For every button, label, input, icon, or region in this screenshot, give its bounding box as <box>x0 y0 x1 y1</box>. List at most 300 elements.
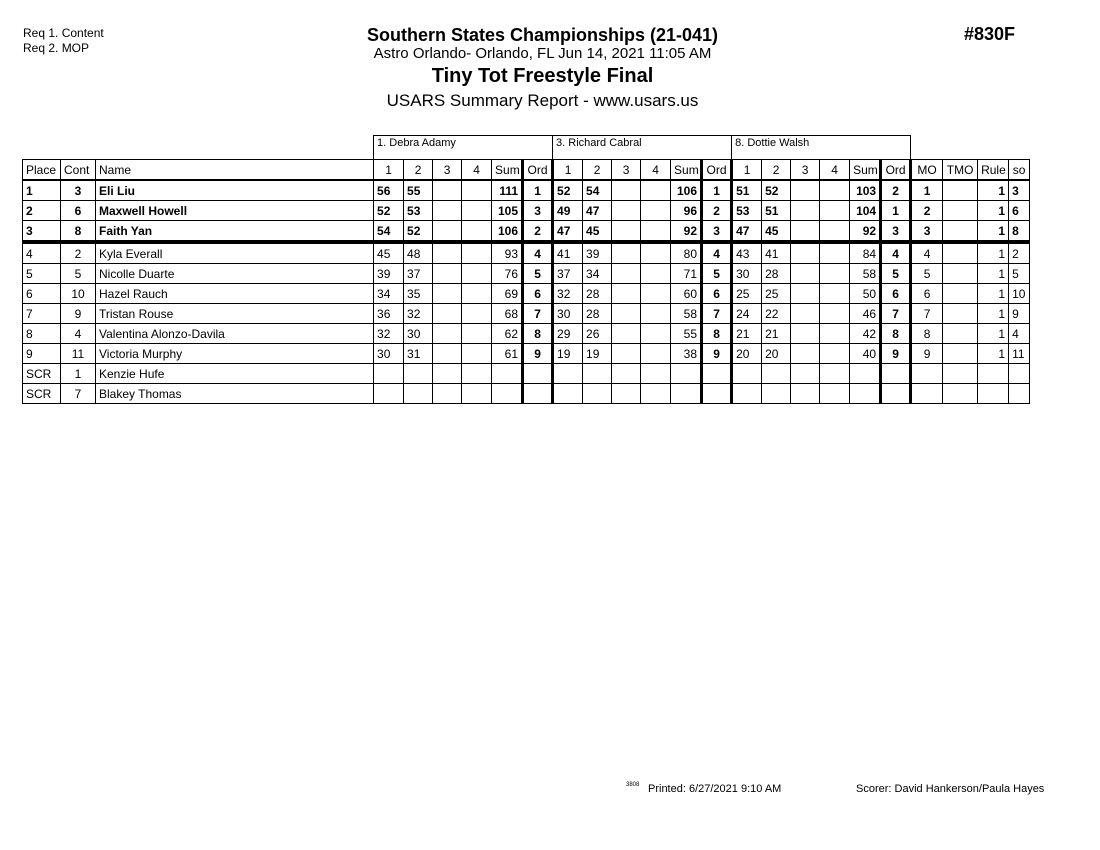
ordinal: 2 <box>881 180 911 201</box>
rule: 1 <box>978 304 1009 324</box>
score-2: 28 <box>762 264 791 284</box>
score-3 <box>791 344 820 364</box>
scorer: Scorer: David Hankerson/Paula Hayes <box>856 783 1045 795</box>
score-sum: 38 <box>671 344 702 364</box>
skater-name: Eli Liu <box>96 180 374 201</box>
ordinal: 9 <box>702 344 732 364</box>
score-4 <box>462 221 492 243</box>
score-1: 51 <box>732 180 762 201</box>
col-score-2: 2 <box>404 160 433 181</box>
mo <box>911 384 943 404</box>
score-2: 21 <box>762 324 791 344</box>
score-2: 32 <box>404 304 433 324</box>
score-4 <box>641 364 671 384</box>
report-title: USARS Summary Report - www.usars.us <box>386 91 699 110</box>
score-4 <box>820 344 850 364</box>
score-3 <box>612 221 641 243</box>
score-2: 53 <box>404 201 433 221</box>
requirement-1: Req 1. Content <box>23 26 104 40</box>
spacer <box>911 136 1030 160</box>
printed-timestamp: Printed: 6/27/2021 9:10 AM <box>648 783 782 795</box>
col-score-4: 4 <box>820 160 850 181</box>
score-2: 19 <box>583 344 612 364</box>
col-score-4: 4 <box>641 160 671 181</box>
score-3 <box>612 364 641 384</box>
score-1: 36 <box>374 304 404 324</box>
score-sum: 80 <box>671 242 702 264</box>
ordinal: 7 <box>881 304 911 324</box>
score-1 <box>374 384 404 404</box>
ordinal: 4 <box>523 242 553 264</box>
score-4 <box>641 384 671 404</box>
ordinal: 8 <box>523 324 553 344</box>
col-score-2: 2 <box>762 160 791 181</box>
so: 9 <box>1009 304 1030 324</box>
place: 3 <box>23 221 61 243</box>
so: 8 <box>1009 221 1030 243</box>
score-2: 22 <box>762 304 791 324</box>
score-sum <box>492 364 523 384</box>
contestant-number: 7 <box>61 384 96 404</box>
score-1: 41 <box>553 242 583 264</box>
place: 7 <box>23 304 61 324</box>
table-row <box>23 221 1030 243</box>
score-1: 30 <box>374 344 404 364</box>
mo: 2 <box>911 201 943 221</box>
score-4 <box>641 221 671 243</box>
table-row <box>23 201 1030 221</box>
table-row <box>23 364 1030 384</box>
score-2: 54 <box>583 180 612 201</box>
table-row <box>23 324 1030 344</box>
score-2 <box>583 364 612 384</box>
score-2 <box>404 384 433 404</box>
score-2: 30 <box>404 324 433 344</box>
ordinal: 2 <box>702 201 732 221</box>
score-3 <box>433 384 462 404</box>
score-1: 47 <box>732 221 762 243</box>
tmo <box>943 201 978 221</box>
score-2: 41 <box>762 242 791 264</box>
score-3 <box>433 242 462 264</box>
score-sum: 76 <box>492 264 523 284</box>
contestant-number: 5 <box>61 264 96 284</box>
tmo <box>943 242 978 264</box>
score-sum <box>492 384 523 404</box>
score-1: 47 <box>553 221 583 243</box>
score-2: 31 <box>404 344 433 364</box>
score-sum: 58 <box>850 264 881 284</box>
score-sum: 55 <box>671 324 702 344</box>
score-4 <box>820 384 850 404</box>
place: 8 <box>23 324 61 344</box>
col-sum: Sum <box>492 160 523 181</box>
score-4 <box>820 264 850 284</box>
skater-name: Nicolle Duarte <box>96 264 374 284</box>
skater-name: Kenzie Hufe <box>96 364 374 384</box>
contestant-number: 3 <box>61 180 96 201</box>
table-row <box>23 384 1030 404</box>
ordinal <box>881 384 911 404</box>
rule: 1 <box>978 221 1009 243</box>
score-1 <box>374 364 404 384</box>
score-4 <box>820 242 850 264</box>
mo: 1 <box>911 180 943 201</box>
venue-date: Astro Orlando- Orlando, FL Jun 14, 2021 11:05 AM <box>373 45 712 62</box>
so: 3 <box>1009 180 1030 201</box>
score-2: 45 <box>762 221 791 243</box>
score-sum: 104 <box>850 201 881 221</box>
score-sum <box>850 384 881 404</box>
mo: 7 <box>911 304 943 324</box>
score-4 <box>462 344 492 364</box>
score-3 <box>612 242 641 264</box>
ordinal: 7 <box>702 304 732 324</box>
competition-title: Southern States Championships (21-041) <box>366 25 719 45</box>
score-1: 32 <box>553 284 583 304</box>
score-4 <box>462 364 492 384</box>
score-2: 37 <box>404 264 433 284</box>
score-1: 53 <box>732 201 762 221</box>
ordinal: 9 <box>523 344 553 364</box>
mo: 4 <box>911 242 943 264</box>
score-1: 37 <box>553 264 583 284</box>
score-1: 52 <box>374 201 404 221</box>
skater-name: Maxwell Howell <box>96 201 374 221</box>
rule: 1 <box>978 344 1009 364</box>
col-so: so <box>1009 160 1030 181</box>
col-sum: Sum <box>850 160 881 181</box>
score-3 <box>791 324 820 344</box>
judge-name: 1. Debra Adamy <box>374 136 553 160</box>
col-name: Name <box>96 160 374 181</box>
score-sum: 61 <box>492 344 523 364</box>
tmo <box>943 264 978 284</box>
score-4 <box>462 201 492 221</box>
score-3 <box>791 384 820 404</box>
score-4 <box>462 324 492 344</box>
score-sum: 106 <box>492 221 523 243</box>
so: 11 <box>1009 344 1030 364</box>
score-2 <box>762 364 791 384</box>
col-ord: Ord <box>523 160 553 181</box>
score-sum: 92 <box>850 221 881 243</box>
score-sum: 40 <box>850 344 881 364</box>
table-row <box>23 304 1030 324</box>
mo: 9 <box>911 344 943 364</box>
col-tmo: TMO <box>943 160 978 181</box>
score-3 <box>791 242 820 264</box>
ordinal: 3 <box>881 221 911 243</box>
col-score-1: 1 <box>374 160 404 181</box>
ordinal <box>881 364 911 384</box>
score-2: 47 <box>583 201 612 221</box>
score-1: 45 <box>374 242 404 264</box>
tmo <box>943 364 978 384</box>
table-row <box>23 242 1030 264</box>
ordinal: 2 <box>523 221 553 243</box>
skater-name: Victoria Murphy <box>96 344 374 364</box>
score-3 <box>433 364 462 384</box>
score-sum: 103 <box>850 180 881 201</box>
col-rule: Rule <box>978 160 1009 181</box>
score-4 <box>641 201 671 221</box>
ordinal: 3 <box>523 201 553 221</box>
score-4 <box>820 221 850 243</box>
col-ord: Ord <box>702 160 732 181</box>
col-score-3: 3 <box>433 160 462 181</box>
score-1: 39 <box>374 264 404 284</box>
col-score-3: 3 <box>791 160 820 181</box>
ordinal <box>523 384 553 404</box>
score-3 <box>612 344 641 364</box>
score-4 <box>462 180 492 201</box>
contestant-number: 6 <box>61 201 96 221</box>
tmo <box>943 304 978 324</box>
place: 1 <box>23 180 61 201</box>
score-2: 25 <box>762 284 791 304</box>
skater-name: Kyla Everall <box>96 242 374 264</box>
score-1: 54 <box>374 221 404 243</box>
score-3 <box>791 221 820 243</box>
score-3 <box>433 304 462 324</box>
contestant-number: 9 <box>61 304 96 324</box>
score-2: 34 <box>583 264 612 284</box>
score-2: 39 <box>583 242 612 264</box>
score-2: 52 <box>762 180 791 201</box>
score-3 <box>612 284 641 304</box>
score-4 <box>820 201 850 221</box>
ordinal: 9 <box>881 344 911 364</box>
score-2 <box>583 384 612 404</box>
score-4 <box>820 364 850 384</box>
col-score-1: 1 <box>732 160 762 181</box>
score-1: 21 <box>732 324 762 344</box>
score-sum: 93 <box>492 242 523 264</box>
col-score-3: 3 <box>612 160 641 181</box>
score-1 <box>553 384 583 404</box>
ordinal: 8 <box>702 324 732 344</box>
score-sum: 50 <box>850 284 881 304</box>
mo: 3 <box>911 221 943 243</box>
ordinal: 1 <box>702 180 732 201</box>
score-4 <box>641 324 671 344</box>
score-3 <box>433 201 462 221</box>
ordinal: 5 <box>523 264 553 284</box>
score-1: 29 <box>553 324 583 344</box>
tmo <box>943 284 978 304</box>
footer-code: 3808 <box>626 782 640 788</box>
tmo <box>943 221 978 243</box>
results-table <box>22 135 1030 404</box>
ordinal <box>523 364 553 384</box>
score-2: 51 <box>762 201 791 221</box>
so <box>1009 384 1030 404</box>
mo: 8 <box>911 324 943 344</box>
place: 5 <box>23 264 61 284</box>
score-sum: 106 <box>671 180 702 201</box>
mo: 5 <box>911 264 943 284</box>
score-4 <box>820 284 850 304</box>
col-mo: MO <box>911 160 943 181</box>
score-1: 32 <box>374 324 404 344</box>
score-3 <box>612 180 641 201</box>
ordinal: 8 <box>881 324 911 344</box>
score-sum: 62 <box>492 324 523 344</box>
contestant-number: 11 <box>61 344 96 364</box>
score-sum: 111 <box>492 180 523 201</box>
score-4 <box>462 284 492 304</box>
contestant-number: 4 <box>61 324 96 344</box>
place: SCR <box>23 364 61 384</box>
score-sum: 60 <box>671 284 702 304</box>
score-4 <box>641 180 671 201</box>
score-1: 49 <box>553 201 583 221</box>
place: 6 <box>23 284 61 304</box>
ordinal: 4 <box>881 242 911 264</box>
rule: 1 <box>978 284 1009 304</box>
so: 6 <box>1009 201 1030 221</box>
score-1: 19 <box>553 344 583 364</box>
score-4 <box>641 284 671 304</box>
ordinal: 6 <box>702 284 732 304</box>
place: 2 <box>23 201 61 221</box>
score-sum: 69 <box>492 284 523 304</box>
score-sum: 105 <box>492 201 523 221</box>
score-3 <box>791 284 820 304</box>
skater-name: Valentina Alonzo-Davila <box>96 324 374 344</box>
score-1 <box>553 364 583 384</box>
score-1: 34 <box>374 284 404 304</box>
judge-name: 8. Dottie Walsh <box>732 136 911 160</box>
score-sum: 96 <box>671 201 702 221</box>
rule: 1 <box>978 201 1009 221</box>
score-4 <box>820 180 850 201</box>
skater-name: Tristan Rouse <box>96 304 374 324</box>
score-1: 25 <box>732 284 762 304</box>
score-sum: 42 <box>850 324 881 344</box>
rule <box>978 384 1009 404</box>
score-3 <box>433 284 462 304</box>
requirement-2: Req 2. MOP <box>23 41 90 55</box>
rule <box>978 364 1009 384</box>
score-1: 52 <box>553 180 583 201</box>
ordinal: 4 <box>702 242 732 264</box>
score-3 <box>791 364 820 384</box>
score-3 <box>433 264 462 284</box>
score-1: 24 <box>732 304 762 324</box>
contestant-number: 2 <box>61 242 96 264</box>
score-3 <box>791 264 820 284</box>
place: SCR <box>23 384 61 404</box>
ordinal: 5 <box>881 264 911 284</box>
place: 9 <box>23 344 61 364</box>
score-sum: 46 <box>850 304 881 324</box>
score-2: 20 <box>762 344 791 364</box>
table-row <box>23 180 1030 201</box>
score-4 <box>462 242 492 264</box>
so: 10 <box>1009 284 1030 304</box>
score-2: 28 <box>583 304 612 324</box>
score-4 <box>820 324 850 344</box>
score-2: 26 <box>583 324 612 344</box>
score-3 <box>612 304 641 324</box>
col-sum: Sum <box>671 160 702 181</box>
so: 5 <box>1009 264 1030 284</box>
ordinal: 6 <box>881 284 911 304</box>
score-2 <box>404 364 433 384</box>
score-2 <box>762 384 791 404</box>
score-sum: 58 <box>671 304 702 324</box>
col-cont: Cont <box>61 160 96 181</box>
tmo <box>943 180 978 201</box>
so: 4 <box>1009 324 1030 344</box>
skater-name: Hazel Rauch <box>96 284 374 304</box>
score-sum <box>671 364 702 384</box>
score-3 <box>433 324 462 344</box>
score-2: 52 <box>404 221 433 243</box>
spacer <box>23 136 374 160</box>
rule: 1 <box>978 242 1009 264</box>
score-sum: 92 <box>671 221 702 243</box>
score-3 <box>612 201 641 221</box>
score-1: 43 <box>732 242 762 264</box>
score-3 <box>612 324 641 344</box>
skater-name: Faith Yan <box>96 221 374 243</box>
score-4 <box>641 304 671 324</box>
score-4 <box>462 304 492 324</box>
col-score-2: 2 <box>583 160 612 181</box>
contestant-number: 8 <box>61 221 96 243</box>
contestant-number: 10 <box>61 284 96 304</box>
score-3 <box>433 344 462 364</box>
rule: 1 <box>978 264 1009 284</box>
col-ord: Ord <box>881 160 911 181</box>
rule: 1 <box>978 180 1009 201</box>
mo <box>911 364 943 384</box>
place: 4 <box>23 242 61 264</box>
score-4 <box>641 242 671 264</box>
score-2: 55 <box>404 180 433 201</box>
score-sum <box>671 384 702 404</box>
ordinal: 6 <box>523 284 553 304</box>
score-sum <box>850 364 881 384</box>
ordinal: 5 <box>702 264 732 284</box>
score-4 <box>641 264 671 284</box>
table-row <box>23 264 1030 284</box>
ordinal: 1 <box>523 180 553 201</box>
score-1: 56 <box>374 180 404 201</box>
score-4 <box>820 304 850 324</box>
table-row <box>23 284 1030 304</box>
tmo <box>943 324 978 344</box>
score-4 <box>462 264 492 284</box>
score-sum: 68 <box>492 304 523 324</box>
score-3 <box>791 201 820 221</box>
score-3 <box>612 384 641 404</box>
score-sum: 71 <box>671 264 702 284</box>
mo: 6 <box>911 284 943 304</box>
score-4 <box>641 344 671 364</box>
judge-name: 3. Richard Cabral <box>553 136 732 160</box>
col-score-1: 1 <box>553 160 583 181</box>
score-3 <box>791 304 820 324</box>
ordinal: 1 <box>881 201 911 221</box>
table-row <box>23 344 1030 364</box>
rule: 1 <box>978 324 1009 344</box>
score-2: 48 <box>404 242 433 264</box>
col-score-4: 4 <box>462 160 492 181</box>
